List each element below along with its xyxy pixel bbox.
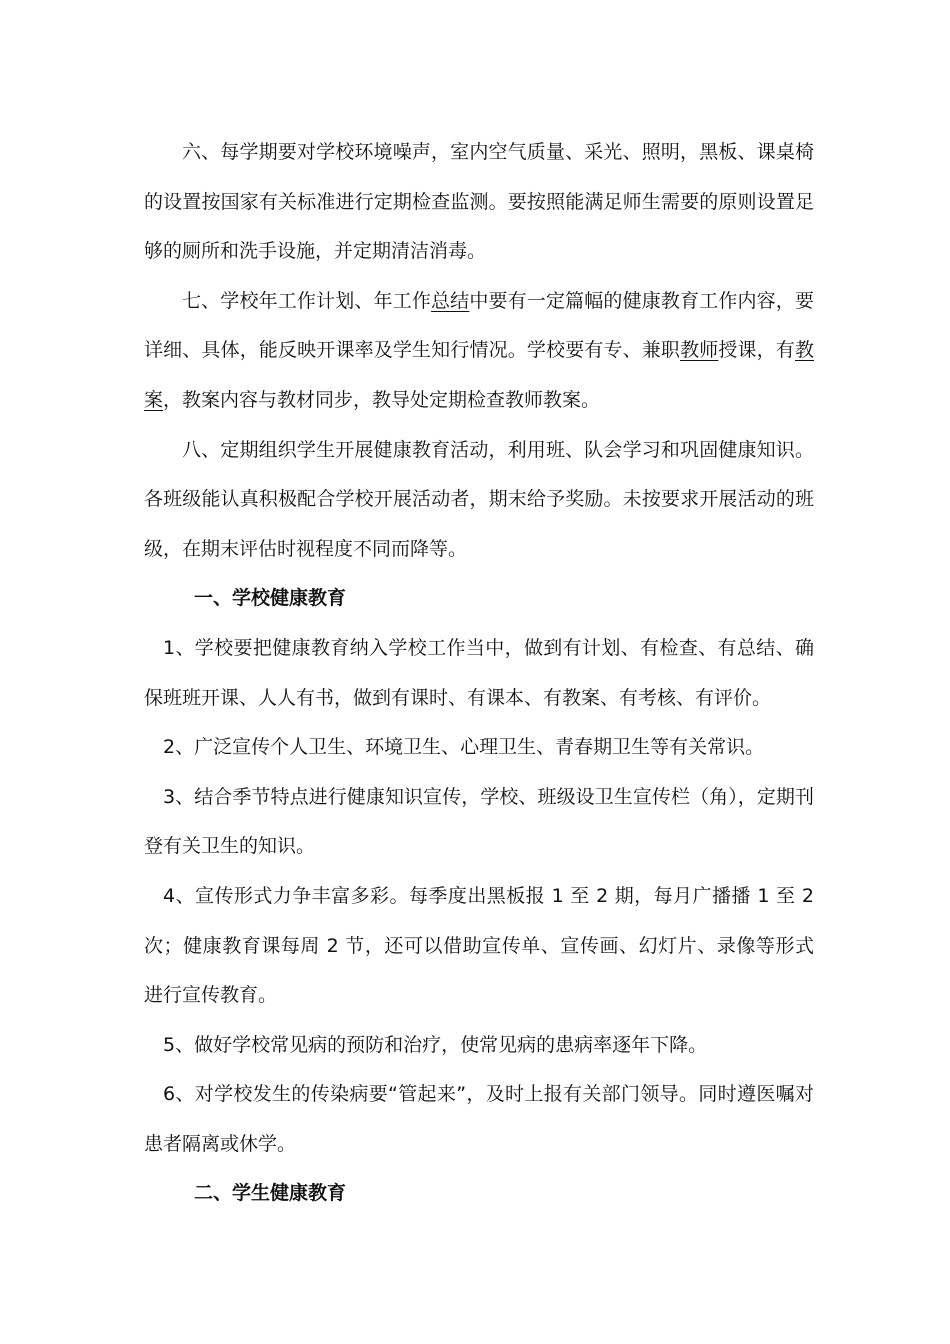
paragraph-7-text-2: 中要有一定篇幅的健康教育工作内容，要详细、具体，能反映开课率及学生知行情况。学校要有专、兼职: [144, 289, 814, 362]
paragraph-7-text-4: ，教案内容与教材同步，教导处定期检查教师教案。: [163, 388, 601, 411]
list-item-5: 5、做好学校常见病的预防和治疗，使常见病的患病率逐年下降。: [163, 1033, 708, 1056]
paragraph-6: 六、每学期要对学校环境噪声，室内空气质量、采光、照明，黑板、课桌椅的设置按国家有关标准进行定期检查监测。要按照能满足师生需要的原则设置足够的厕所和洗手设施，并定期清洁消毒。: [144, 141, 814, 263]
paragraph-7-text-1: 七、学校年工作计划、年工作: [182, 289, 432, 312]
list-item-2: 2、广泛宣传个人卫生、环境卫生、心理卫生、青春期卫生等有关常识。: [163, 736, 765, 759]
paragraph-8: 八、定期组织学生开展健康教育活动，利用班、队会学习和巩固健康知识。各班级能认真积极配合学校开展活动者，期末给予奖励。未按要求开展活动的班级，在期末评估时视程度不同而降等。: [144, 438, 814, 560]
document-page: [144, 128, 814, 1219]
paragraph-7-text-3: 授课，有: [718, 339, 795, 362]
section-heading-student-health: 二、学生健康教育: [194, 1182, 347, 1205]
link-summary[interactable]: 总结: [431, 289, 470, 312]
list-item-3: 3、结合季节特点进行健康知识宣传，学校、班级设卫生宣传栏（角），定期刊登有关卫生的知识。: [144, 785, 814, 858]
list-item-4: 4、宣传形式力争丰富多彩。每季度出黑板报 1 至 2 期，每月广播播 1 至 2 次；健康教育课每周 2 节，还可以借助宣传单、宣传画、幻灯片、录像等形式进行宣传教育。: [144, 884, 814, 1007]
link-teacher[interactable]: 教师: [680, 339, 719, 362]
section-heading-school-health: 一、学校健康教育: [194, 587, 347, 610]
link-lesson-plan[interactable]: 教案: [144, 339, 814, 411]
list-item-6: 6、对学校发生的传染病要“管起来”，及时上报有关部门领导。同时遵医嘱对患者隔离或休学。: [144, 1083, 814, 1155]
list-item-1: 1、学校要把健康教育纳入学校工作当中，做到有计划、有检查、有总结、确保班班开课、人人有书，做到有课时、有课本、有教案、有考核、有评价。: [144, 636, 814, 709]
paragraph-7: [144, 277, 814, 426]
